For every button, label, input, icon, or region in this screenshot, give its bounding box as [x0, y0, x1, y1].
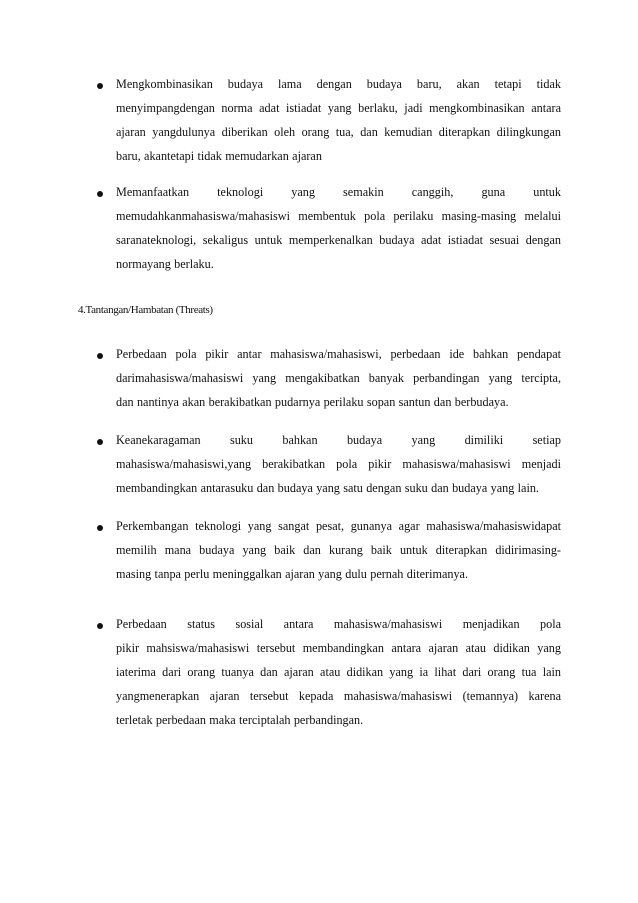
text-line: iaterima dari orang tuanya dan ajaran atau didikan yang ia lihat dari orang tua lain — [116, 665, 561, 679]
text-line: yangmenerapkan ajaran tersebut kepada mahasiswa/mahasiswi (temannya) karena — [116, 689, 561, 703]
text-line: dan nantinya akan berakibatkan pudarnya perilaku sopan santun dan berbudaya. — [116, 395, 509, 409]
text-line: menyimpangdengan norma adat istiadat yang berlaku, jadi mengkombinasikan antara — [116, 101, 561, 115]
text-line: Perbedaan status sosial antara mahasiswa/mahasiswi menjadikan pola — [116, 617, 561, 631]
text-line: Keanekaragaman suku bahkan budaya yang dimiliki setiap — [116, 433, 561, 447]
bullet-dot-icon — [97, 623, 103, 629]
bullet-text — [116, 72, 561, 168]
bullet-item — [97, 72, 561, 168]
bullet-item — [97, 514, 561, 586]
text-line: mahasiswa/mahasiswi,yang berakibatkan pola pikir mahasiswa/mahasiswi menjadi — [116, 457, 561, 471]
bullet-text — [116, 514, 561, 586]
text-line: Mengkombinasikan budaya lama dengan budaya baru, akan tetapi tidak — [116, 77, 561, 91]
bullet-dot-icon — [97, 525, 103, 531]
bullet-item — [97, 428, 561, 500]
bullet-dot-icon — [97, 353, 103, 359]
text-line: ajaran yangdulunya diberikan oleh orang tua, dan kemudian diterapkan dilingkungan — [116, 125, 561, 139]
bullet-item — [97, 612, 561, 732]
text-line: memilih mana budaya yang baik dan kurang baik untuk diterapkan didirimasing- — [116, 543, 561, 557]
bullet-item — [97, 342, 561, 414]
text-line: normayang berlaku. — [116, 257, 214, 271]
bullet-text — [116, 342, 561, 414]
text-line: darimahasiswa/mahasiswi yang mengakibatkan banyak perbandingan yang tercipta, — [116, 371, 561, 385]
text-line: saranateknologi, sekaligus untuk memperkenalkan budaya adat istiadat sesuai dengan — [116, 233, 561, 247]
text-line: pikir mahsiswa/mahasiswi tersebut membandingkan antara ajaran atau didikan yang — [116, 641, 561, 655]
text-line: membandingkan antarasuku dan budaya yang satu dengan suku dan budaya yang lain. — [116, 481, 539, 495]
bullet-text — [116, 180, 561, 276]
bullet-text — [116, 612, 561, 732]
text-line: terletak perbedaan maka terciptalah perbandingan. — [116, 713, 364, 727]
bullet-dot-icon — [97, 191, 103, 197]
text-line: Perkembangan teknologi yang sangat pesat, gunanya agar mahasiswa/mahasiswidapat — [116, 519, 561, 533]
section-heading: 4.Tantangan/Hambatan (Threats) — [78, 304, 213, 316]
bullet-dot-icon — [97, 439, 103, 445]
bullet-dot-icon — [97, 83, 103, 89]
bullet-item — [97, 180, 561, 276]
text-line: memudahkanmahasiswa/mahasiswi membentuk pola perilaku masing-masing melalui — [116, 209, 561, 223]
text-line: masing tanpa perlu meninggalkan ajaran yang dulu pernah diterimanya. — [116, 567, 468, 581]
bullet-text — [116, 428, 561, 500]
text-line: Memanfaatkan teknologi yang semakin canggih, guna untuk — [116, 185, 561, 199]
text-line: Perbedaan pola pikir antar mahasiswa/mahasiswi, perbedaan ide bahkan pendapat — [116, 347, 561, 361]
text-line: baru, akantetapi tidak memudarkan ajaran — [116, 149, 322, 163]
